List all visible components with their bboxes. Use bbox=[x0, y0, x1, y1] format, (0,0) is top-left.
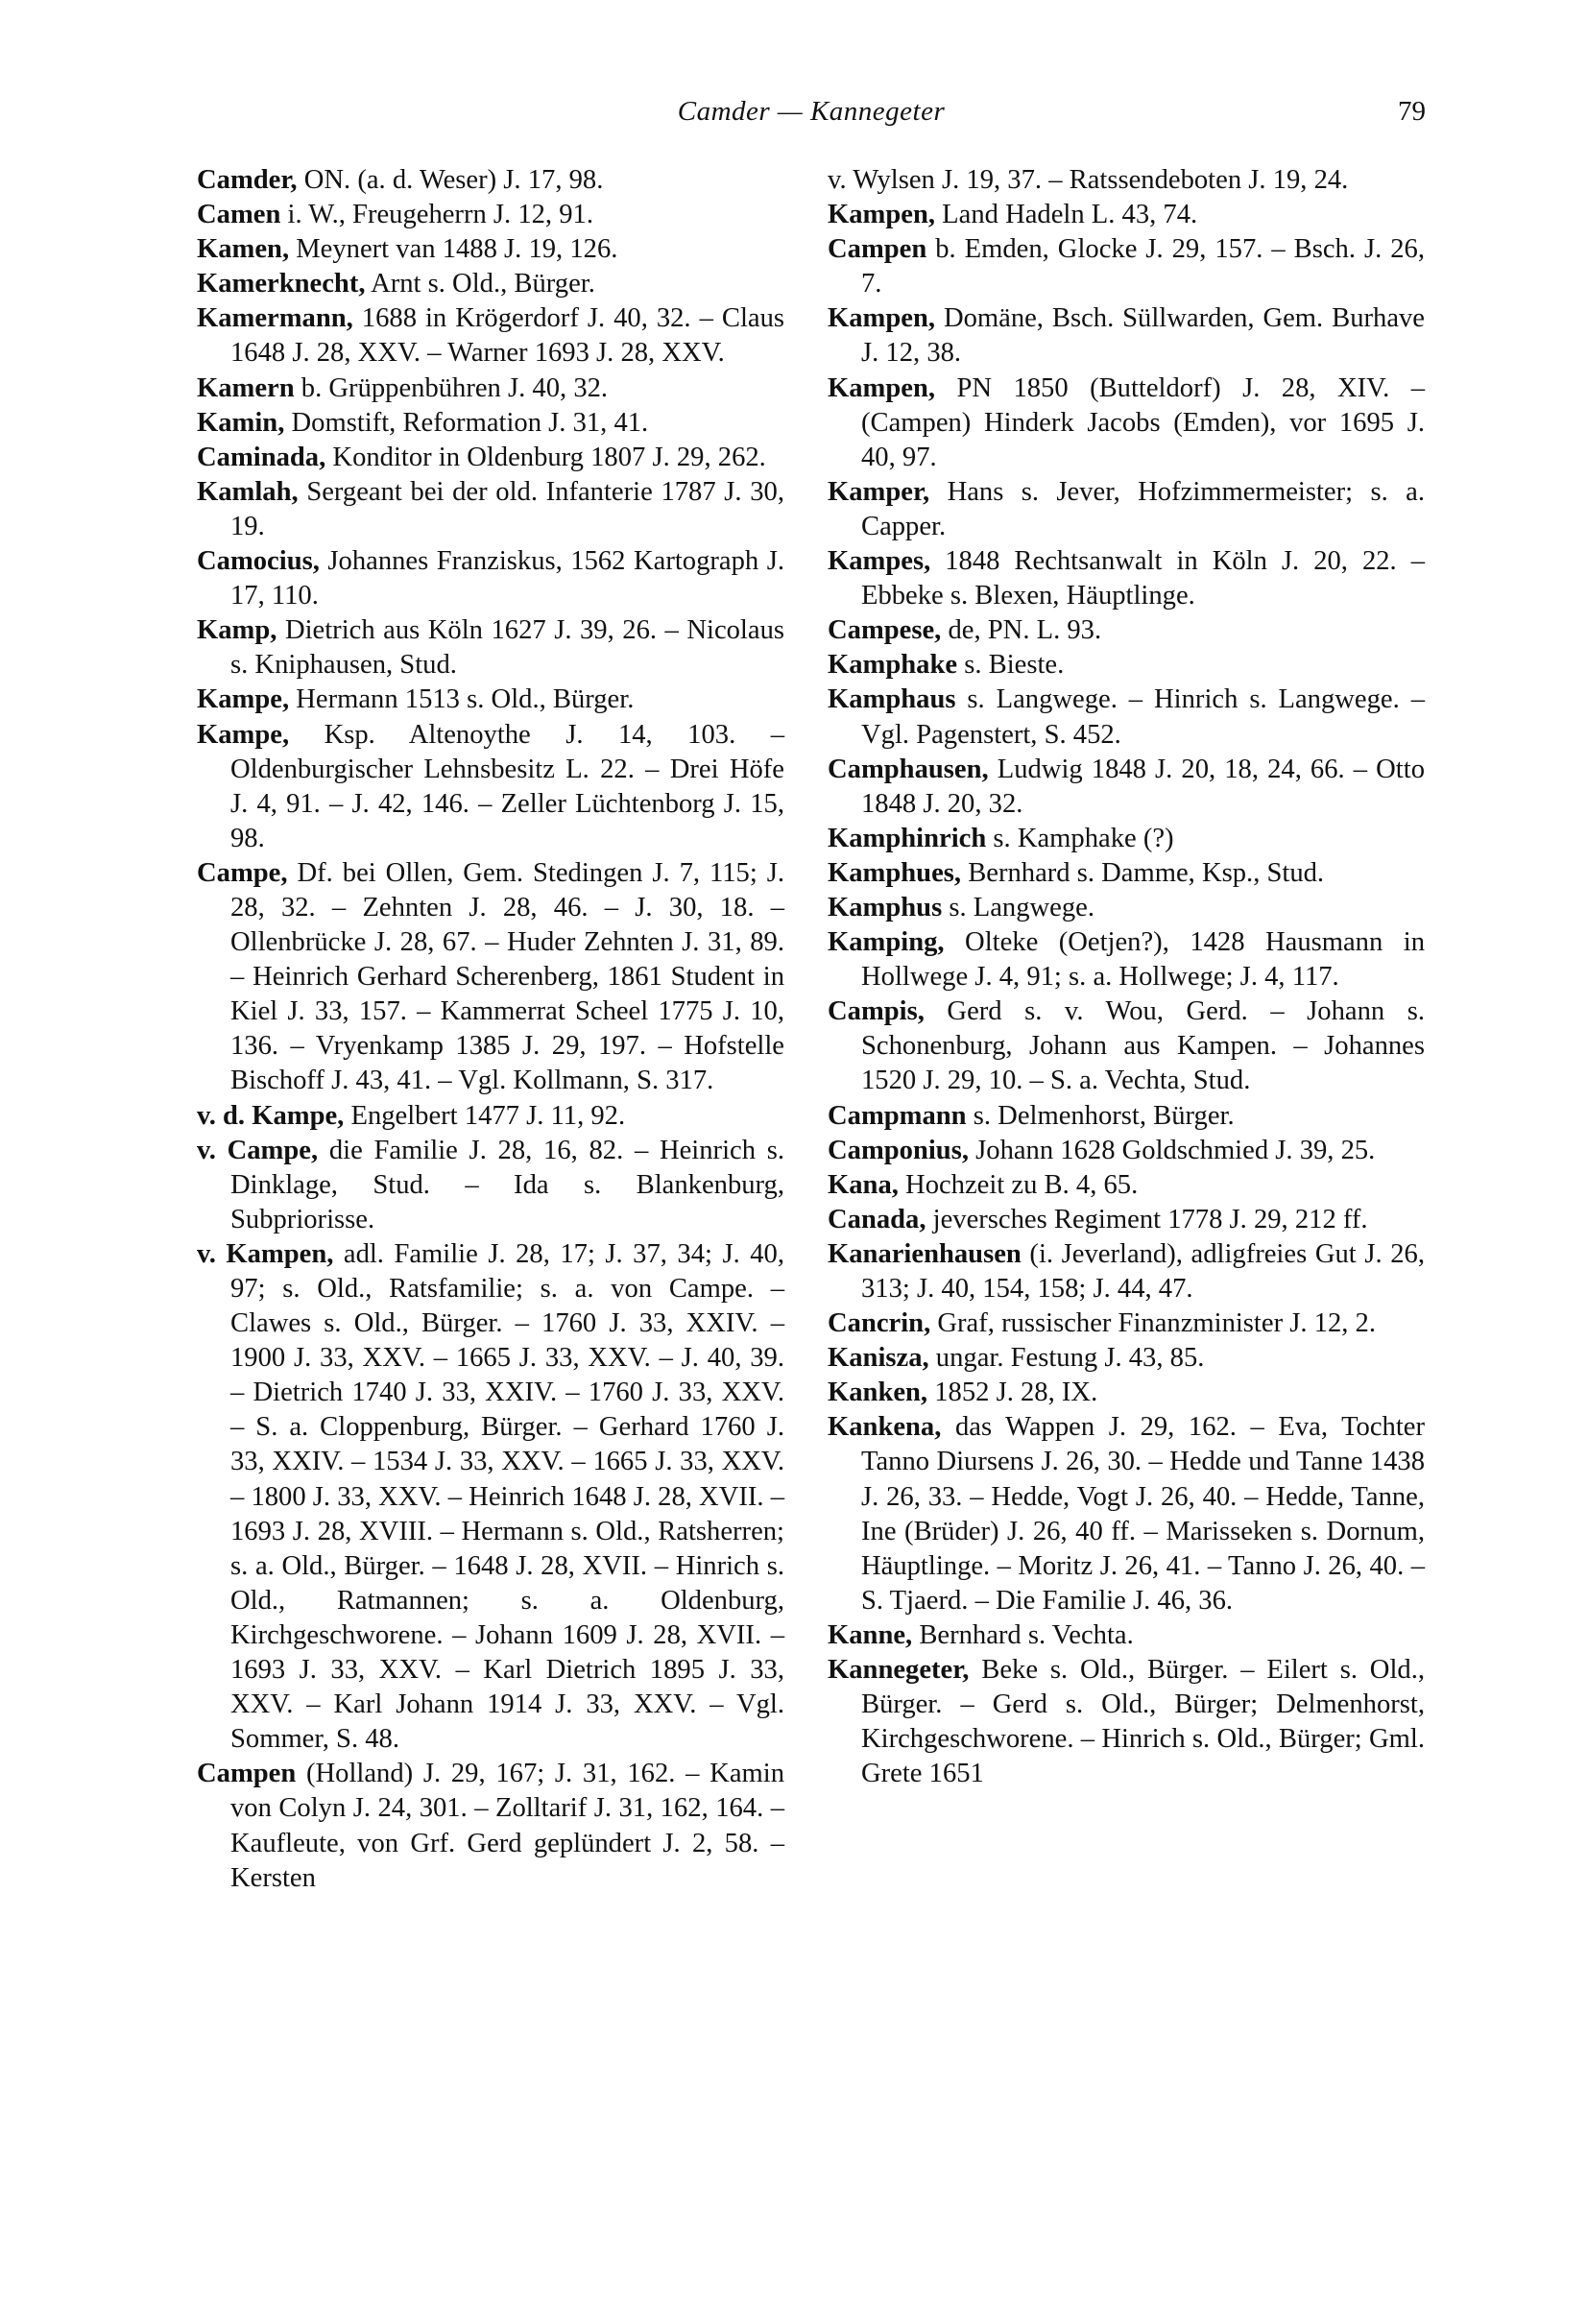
entry-text: Graf, russischer Finanzminister J. 12, 2. bbox=[930, 1308, 1377, 1339]
entry-headword: Caminada, bbox=[197, 442, 326, 472]
entry-text: Bernhard s. Vechta. bbox=[912, 1619, 1134, 1650]
index-entry bbox=[828, 1203, 1425, 1237]
page-header bbox=[197, 96, 1426, 134]
entry-text: ungar. Festung J. 43, 85. bbox=[928, 1343, 1205, 1374]
index-entry bbox=[197, 267, 784, 301]
entry-headword: Kamlah, bbox=[197, 476, 299, 507]
index-entry bbox=[828, 371, 1425, 475]
index-entry bbox=[828, 301, 1425, 371]
entry-headword: Kana, bbox=[828, 1169, 899, 1200]
entry-text: b. Grüppenbühren J. 40, 32. bbox=[294, 372, 609, 403]
entry-headword: Kampe, bbox=[197, 719, 290, 750]
entry-text: 1688 in Krögerdorf J. 40, 32. – Claus 1648 J. 28, XXV. – Warner 1693 J. 28, XXV. bbox=[230, 303, 784, 369]
entry-text: die Familie J. 28, 16, 82. – Heinrich s. Dinklage, Stud. – Ida s. Blankenburg, Subpriorisse. bbox=[230, 1135, 784, 1234]
entry-headword: v. d. Kampe, bbox=[197, 1100, 345, 1131]
index-entry bbox=[828, 1618, 1425, 1653]
index-entry bbox=[197, 475, 784, 544]
index-entry bbox=[197, 441, 784, 475]
entry-headword: Kamping, bbox=[828, 927, 945, 958]
entry-text: Johannes Franziskus, 1562 Kartograph J. 17, 110. bbox=[230, 546, 784, 611]
index-entry bbox=[197, 613, 784, 683]
entry-text: Hans s. Jever, Hofzimmermeister; s. a. Capper. bbox=[861, 476, 1425, 541]
index-entry bbox=[828, 475, 1425, 544]
index-entry bbox=[828, 544, 1425, 613]
entry-headword: Kankena, bbox=[828, 1412, 942, 1443]
entry-headword: Kampen, bbox=[828, 303, 936, 334]
index-entry bbox=[197, 163, 784, 198]
entry-text: Ludwig 1848 J. 20, 18, 24, 66. – Otto 1848 J. 20, 32. bbox=[861, 754, 1425, 819]
entry-text: (Holland) J. 29, 167; J. 31, 162. – Kamin von Colyn J. 24, 301. – Zolltarif J. 31, 162, 164. – Kaufleute, von Grf. Gerd geplündert J. 2, 58. – Kersten bbox=[230, 1759, 784, 1893]
entry-text: Df. bei Ollen, Gem. Stedingen J. 7, 115; J. 28, 32. – Zehnten J. 28, 46. – J. 30, 18. – Ollenbrücke J. 28, 67. – Huder Zehnten J. 31, 89. – Heinrich Gerhard Scherenberg, 1861 Student in Kiel J. 33, 157. – Kammerrat Scheel 1775 J. 10, 136. – Vryenkamp 1385 J. 29, 197. – Hofstelle Bischoff J. 43, 41. – Vgl. Kollmann, S. 317. bbox=[230, 857, 784, 1096]
entry-text: Arnt s. Old., Bürger. bbox=[365, 269, 595, 299]
entry-text: v. Wylsen J. 19, 37. – Ratssendeboten J. 19, 24. bbox=[828, 165, 1349, 195]
index-entry bbox=[828, 163, 1425, 198]
entry-headword: Kamerknecht, bbox=[197, 269, 366, 299]
entry-headword: Kamern bbox=[197, 372, 295, 403]
entry-text: Hochzeit zu B. 4, 65. bbox=[898, 1169, 1139, 1200]
entry-headword: Kamen, bbox=[197, 234, 290, 265]
entry-headword: Kamphinrich bbox=[828, 823, 987, 853]
entry-text: 1848 Rechtsanwalt in Köln J. 20, 22. – Ebbeke s. Blexen, Häuptlinge. bbox=[861, 546, 1425, 611]
entry-text: Konditor in Oldenburg 1807 J. 29, 262. bbox=[325, 442, 766, 472]
index-entry bbox=[828, 1134, 1425, 1168]
entry-text: Domäne, Bsch. Süllwarden, Gem. Burhave J. 12, 38. bbox=[861, 303, 1425, 369]
index-entry bbox=[828, 683, 1425, 752]
entry-text: i. W., Freugeherrn J. 12, 91. bbox=[280, 200, 593, 230]
entry-text: s. Langwege. bbox=[942, 892, 1095, 922]
entry-text: s. Delmenhorst, Bürger. bbox=[966, 1100, 1235, 1131]
entry-headword: Cancrin, bbox=[828, 1308, 931, 1339]
entry-text: Dietrich aus Köln 1627 J. 39, 26. – Nicolaus s. Kniphausen, Stud. bbox=[230, 615, 784, 681]
index-entry bbox=[197, 1134, 784, 1237]
running-title: Camder — Kannegeter bbox=[677, 96, 946, 127]
index-entry bbox=[828, 1341, 1425, 1376]
index-entry bbox=[828, 1653, 1425, 1791]
index-entry bbox=[197, 856, 784, 1099]
entry-text: Sergeant bei der old. Infanterie 1787 J. 30, 19. bbox=[230, 476, 784, 541]
entry-text: (i. Jeverland), adligfreies Gut J. 26, 313; J. 40, 154, 158; J. 44, 47. bbox=[861, 1238, 1425, 1304]
index-entry bbox=[197, 1757, 784, 1895]
entry-text: 1852 J. 28, IX. bbox=[927, 1378, 1098, 1408]
entry-headword: v. Campe, bbox=[197, 1135, 319, 1165]
entry-headword: Camphausen, bbox=[828, 754, 989, 784]
entry-headword: Kamphus bbox=[828, 892, 943, 922]
entry-headword: v. Kampen, bbox=[197, 1238, 334, 1269]
entry-headword: Kamper, bbox=[828, 476, 930, 507]
index-entry bbox=[197, 683, 784, 717]
index-entry bbox=[828, 1410, 1425, 1618]
entry-headword: Campis, bbox=[828, 996, 925, 1027]
entry-text: s. Bieste. bbox=[957, 650, 1065, 681]
entry-headword: Kamermann, bbox=[197, 303, 353, 334]
index-entry bbox=[828, 1306, 1425, 1341]
entry-text: ON. (a. d. Weser) J. 17, 98. bbox=[297, 165, 604, 195]
entry-headword: Kanarienhausen bbox=[828, 1238, 1022, 1269]
index-entry bbox=[197, 718, 784, 856]
entry-headword: Canada, bbox=[828, 1204, 926, 1234]
entry-headword: Camocius, bbox=[197, 546, 320, 577]
index-entry bbox=[828, 1099, 1425, 1134]
entry-headword: Kamphues, bbox=[828, 857, 962, 888]
entry-text: Beke s. Old., Bürger. – Eilert s. Old., Bürger. – Gerd s. Old., Bürger; Delmenhorst, Kirchgeschworene. – Hinrich s. Old., Bürger; Gml. Grete 1651 bbox=[861, 1655, 1425, 1789]
entry-headword: Campmann bbox=[828, 1100, 967, 1131]
index-entry bbox=[197, 1099, 784, 1134]
index-entry bbox=[197, 198, 784, 232]
index-entry bbox=[828, 994, 1425, 1098]
index-entry bbox=[197, 544, 784, 613]
entry-headword: Campen bbox=[828, 234, 927, 265]
entry-text: Bernhard s. Damme, Ksp., Stud. bbox=[961, 857, 1325, 888]
entry-headword: Campen bbox=[197, 1759, 297, 1789]
right-column bbox=[828, 163, 1425, 1791]
index-entry bbox=[828, 856, 1425, 891]
entry-headword: Kampen, bbox=[828, 200, 936, 230]
index-entry bbox=[197, 406, 784, 441]
entry-text: Gerd s. v. Wou, Gerd. – Johann s. Schonenburg, Johann aus Kampen. – Johannes 1520 J. 29, 10. – S. a. Vechta, Stud. bbox=[861, 996, 1425, 1096]
entry-headword: Kamp, bbox=[197, 615, 277, 646]
entry-headword: Camen bbox=[197, 200, 281, 230]
entry-text: b. Emden, Glocke J. 29, 157. – Bsch. J. 26, 7. bbox=[861, 234, 1425, 299]
index-entry bbox=[828, 613, 1425, 648]
entry-headword: Camder, bbox=[197, 165, 298, 195]
entry-text: s. Kamphake (?) bbox=[986, 823, 1174, 853]
index-entry bbox=[197, 301, 784, 371]
entry-text: Ksp. Altenoythe J. 14, 103. – Oldenburgischer Lehnsbesitz L. 22. – Drei Höfe J. 4, 91. – J. 42, 146. – Zeller Lüchtenborg J. 15, 98. bbox=[230, 719, 784, 853]
page-number: 79 bbox=[1398, 96, 1426, 127]
entry-text: das Wappen J. 29, 162. – Eva, Tochter Tanno Diursens J. 26, 30. – Hedde und Tanne 1438 J. 26, 33. – Hedde, Vogt J. 26, 40. – Hedde, Tanne, Ine (Brüder) J. 26, 40 ff. – Marisseken s. Dornum, Häuptlinge. – Moritz J. 26, 41. – Tanno J. 26, 40. – S. Tjaerd. – Die Familie J. 46, 36. bbox=[861, 1412, 1425, 1616]
entry-headword: Kampe, bbox=[197, 684, 290, 715]
entry-text: Olteke (Oetjen?), 1428 Hausmann in Hollwege J. 4, 91; s. a. Hollwege; J. 4, 117. bbox=[861, 927, 1425, 993]
entry-headword: Kanne, bbox=[828, 1619, 913, 1650]
entry-headword: Kanken, bbox=[828, 1378, 928, 1408]
entry-headword: Campese, bbox=[828, 615, 942, 646]
entry-text: PN 1850 (Butteldorf) J. 28, XIV. – (Campen) Hinderk Jacobs (Emden), vor 1695 J. 40, 97. bbox=[861, 372, 1425, 472]
entry-text: adl. Familie J. 28, 17; J. 37, 34; J. 40, 97; s. Old., Ratsfamilie; s. a. von Campe. – Clawes s. Old., Bürger. – 1760 J. 33, XXIV. – 1900 J. 33, XXV. – 1665 J. 33, XXV. – J. 40, 39. – Dietrich 1740 J. 33, XXIV. – 1760 J. 33, XXV. – S. a. Cloppenburg, Bürger. – Gerhard 1760 J. 33, XXIV. – 1534 J. 33, XXV. – 1665 J. 33, XXV. – 1800 J. 33, XXV. – Heinrich 1648 J. 28, XVII. – 1693 J. 28, XVIII. – Hermann s. Old., Ratsherren; s. a. Old., Bürger. – 1648 J. 28, XVII. – Hinrich s. Old., Ratmannen; s. a. Oldenburg, Kirchgeschworene. – Johann 1609 J. 28, XVII. – 1693 J. 33, XXV. – Karl Dietrich 1895 J. 33, XXV. – Karl Johann 1914 J. 33, XXV. – Vgl. Sommer, S. 48. bbox=[230, 1238, 784, 1755]
index-entry bbox=[828, 1376, 1425, 1410]
entry-text: jeversches Regiment 1778 J. 29, 212 ff. bbox=[926, 1204, 1368, 1234]
left-column bbox=[197, 163, 784, 1896]
entry-text: Johann 1628 Goldschmied J. 39, 25. bbox=[969, 1135, 1376, 1165]
entry-text: de, PN. L. 93. bbox=[941, 615, 1102, 646]
entry-text: Land Hadeln L. 43, 74. bbox=[935, 200, 1198, 230]
entry-headword: Kamin, bbox=[197, 407, 285, 438]
index-entry bbox=[197, 232, 784, 267]
entry-headword: Kamphaus bbox=[828, 684, 956, 715]
index-entry bbox=[828, 822, 1425, 856]
index-entry bbox=[197, 1237, 784, 1757]
index-entry bbox=[828, 1168, 1425, 1203]
entry-headword: Camponius, bbox=[828, 1135, 969, 1165]
entry-headword: Kannegeter, bbox=[828, 1655, 970, 1686]
index-entry bbox=[828, 753, 1425, 822]
index-entry bbox=[828, 232, 1425, 301]
index-entry bbox=[197, 371, 784, 406]
index-entry bbox=[828, 648, 1425, 683]
entry-text: s. Langwege. – Hinrich s. Langwege. – Vgl. Pagenstert, S. 452. bbox=[861, 684, 1425, 750]
entry-headword: Kampen, bbox=[828, 372, 936, 403]
entry-headword: Kanisza, bbox=[828, 1343, 929, 1374]
index-entry bbox=[828, 198, 1425, 232]
index-entry bbox=[828, 891, 1425, 925]
entry-text: Domstift, Reformation J. 31, 41. bbox=[284, 407, 649, 438]
entry-text: Meynert van 1488 J. 19, 126. bbox=[289, 234, 618, 265]
entry-text: Hermann 1513 s. Old., Bürger. bbox=[289, 684, 635, 715]
index-entry bbox=[828, 925, 1425, 994]
entry-headword: Kampes, bbox=[828, 546, 931, 577]
entry-headword: Kamphake bbox=[828, 650, 958, 681]
entry-headword: Campe, bbox=[197, 857, 288, 888]
entry-text: Engelbert 1477 J. 11, 92. bbox=[344, 1100, 626, 1131]
index-entry bbox=[828, 1237, 1425, 1306]
